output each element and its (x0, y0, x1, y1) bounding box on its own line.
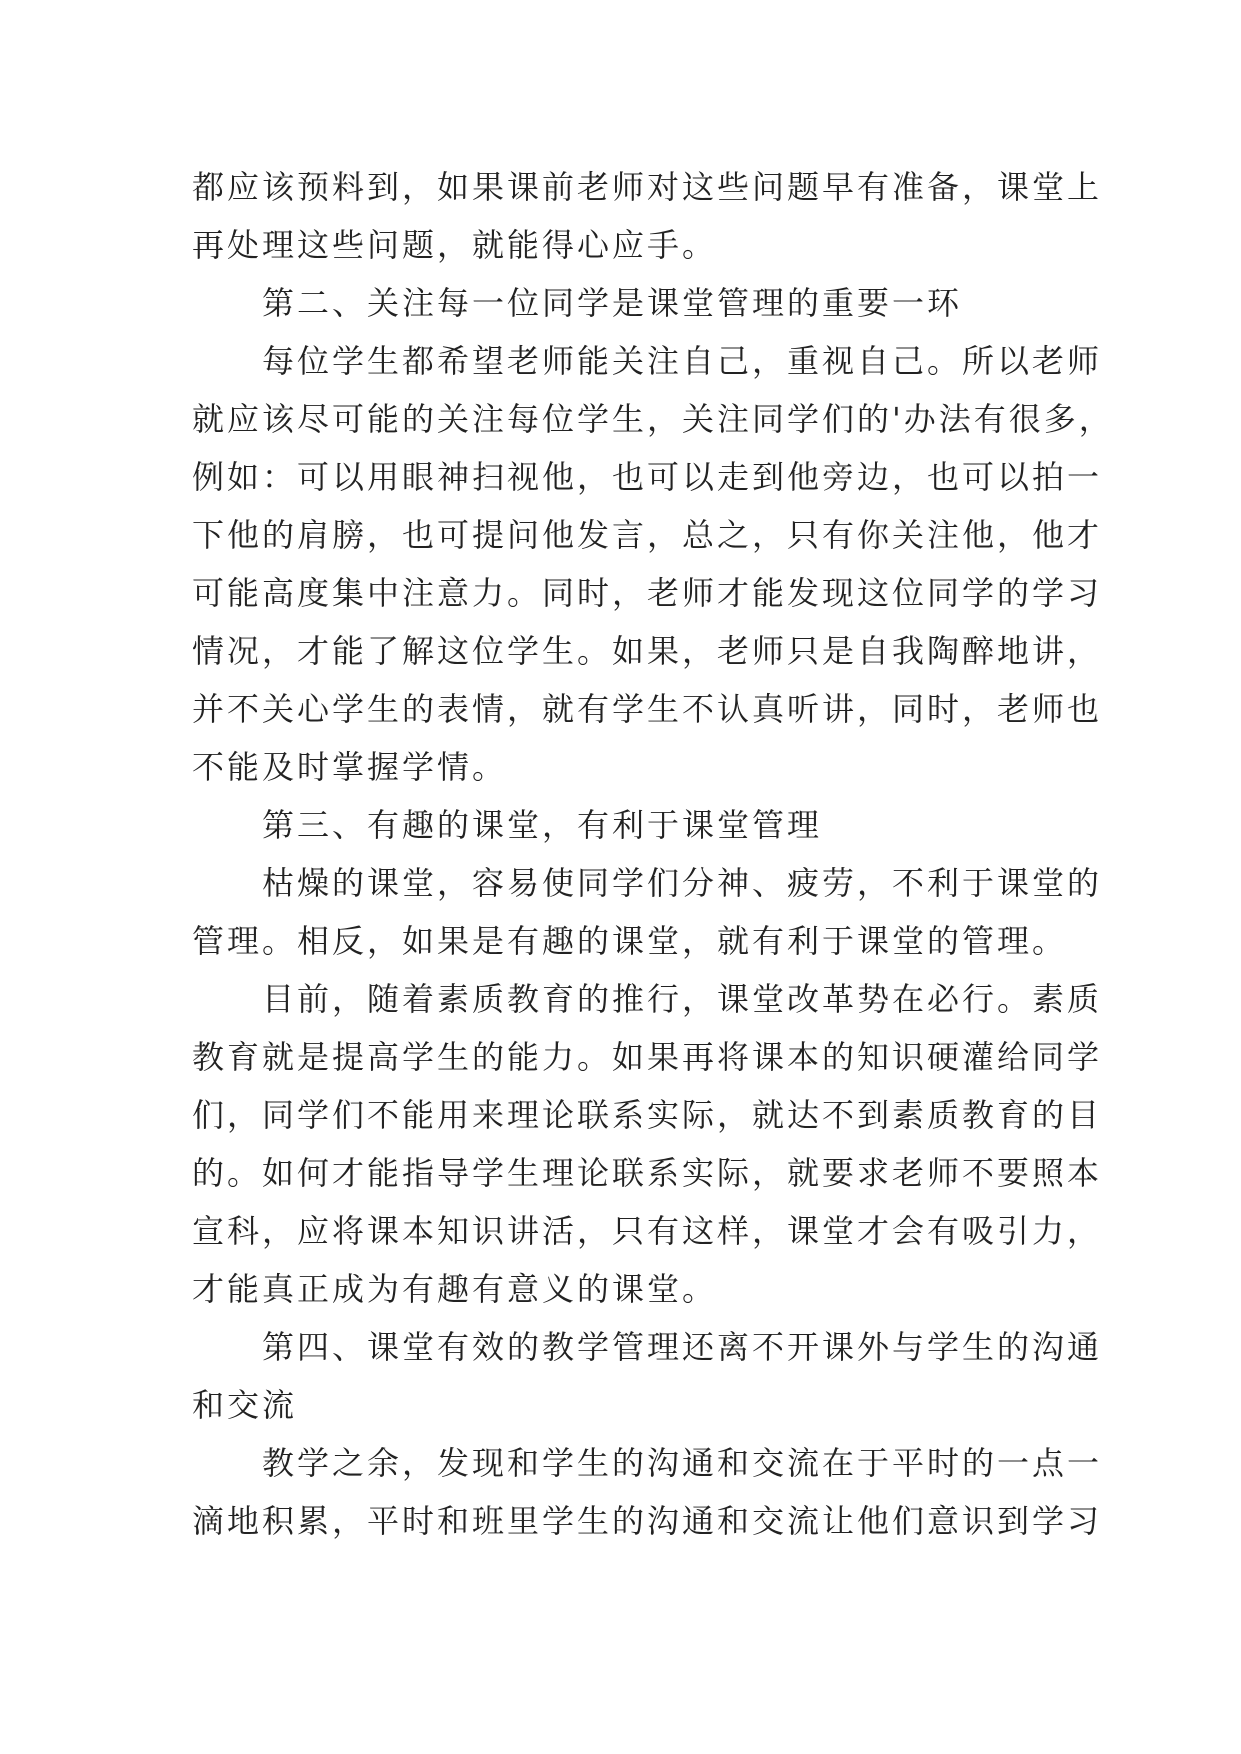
section-heading: 第四、课堂有效的教学管理还离不开课外与学生的沟通 (262, 1328, 1103, 1366)
document-body (192, 158, 1114, 1550)
text-line: 并不关心学生的表情，就有学生不认真听讲，同时，老师也 (192, 690, 1103, 728)
section-heading-continuation: 和交流 (192, 1386, 298, 1424)
text-line: 教学之余，发现和学生的沟通和交流在于平时的一点一 (262, 1444, 1103, 1482)
text-line: 就应该尽可能的关注每位学生，关注同学们的'办法有很多， (192, 400, 1114, 438)
text-line: 滴地积累，平时和班里学生的沟通和交流让他们意识到学习 (192, 1502, 1103, 1540)
text-line: 可能高度集中注意力。同时，老师才能发现这位同学的学习 (192, 574, 1103, 612)
text-line: 教育就是提高学生的能力。如果再将课本的知识硬灌给同学 (192, 1038, 1103, 1076)
text-line: 目前，随着素质教育的推行，课堂改革势在必行。素质 (262, 980, 1103, 1018)
text-line: 再处理这些问题，就能得心应手。 (192, 226, 718, 264)
text-line: 宣科，应将课本知识讲活，只有这样，课堂才会有吸引力， (192, 1212, 1103, 1250)
text-line: 情况，才能了解这位学生。如果，老师只是自我陶醉地讲， (192, 632, 1103, 670)
section-heading: 第二、关注每一位同学是课堂管理的重要一环 (262, 284, 963, 322)
text-line: 每位学生都希望老师能关注自己，重视自己。所以老师 (262, 342, 1103, 380)
text-line: 枯燥的课堂，容易使同学们分神、疲劳，不利于课堂的 (262, 864, 1103, 902)
text-line: 不能及时掌握学情。 (192, 748, 508, 786)
text-line: 下他的肩膀，也可提问他发言，总之，只有你关注他，他才 (192, 516, 1103, 554)
text-line: 管理。相反，如果是有趣的课堂，就有利于课堂的管理。 (192, 922, 1068, 960)
section-heading: 第三、有趣的课堂，有利于课堂管理 (262, 806, 823, 844)
text-line: 才能真正成为有趣有意义的课堂。 (192, 1270, 718, 1308)
text-line: 都应该预料到，如果课前老师对这些问题早有准备，课堂上 (192, 168, 1103, 206)
text-line: 例如：可以用眼神扫视他，也可以走到他旁边，也可以拍一 (192, 458, 1103, 496)
text-line: 的。如何才能指导学生理论联系实际，就要求老师不要照本 (192, 1154, 1103, 1192)
text-line: 们，同学们不能用来理论联系实际，就达不到素质教育的目 (192, 1096, 1103, 1134)
